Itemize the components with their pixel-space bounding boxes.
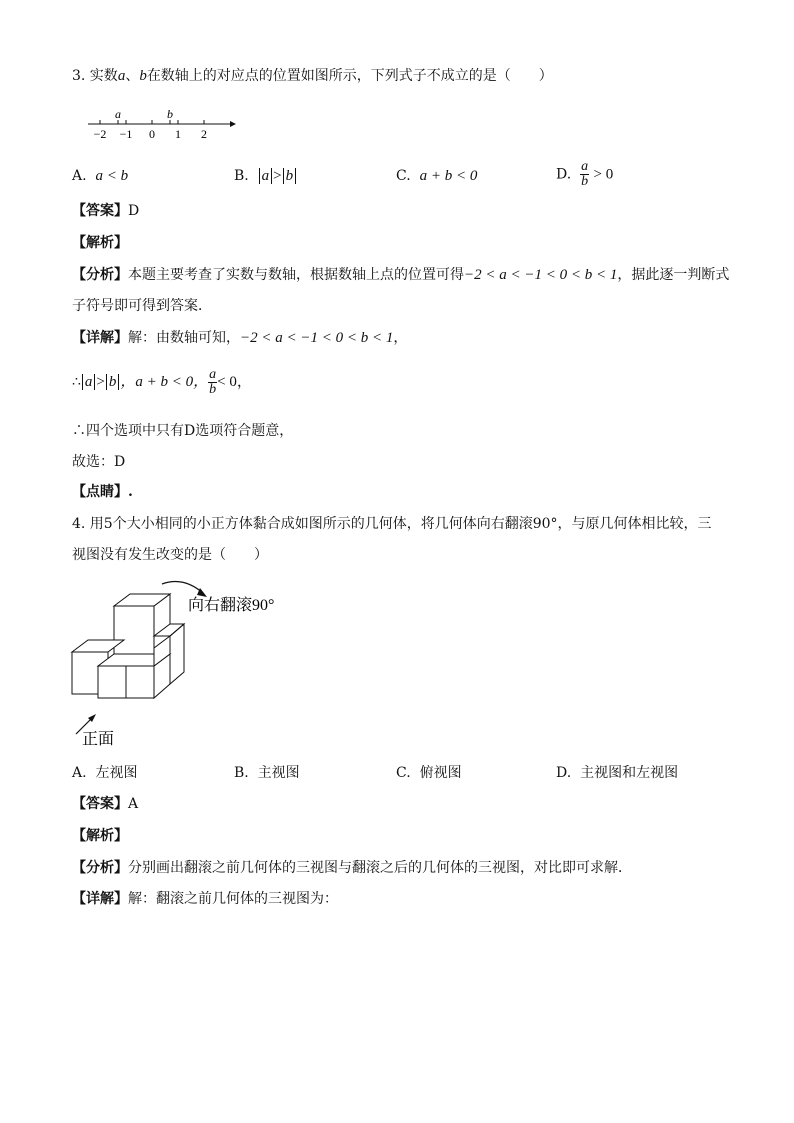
tick-label-1: 1 <box>175 127 181 141</box>
roll-arrow-icon <box>162 582 204 594</box>
q4-stem-line1: 4. 用5个大小相同的小正方体黏合成如图所示的几何体，将几何体向右翻滚90°，与原几何体相比较，三 <box>72 516 712 532</box>
q3-fenxi-line2: 子符号即可得到答案． <box>72 298 212 314</box>
q3-option-c: C. a + b < 0 <box>396 168 478 184</box>
q4-fenxi: 【分析】分别画出翻滚之前几何体的三视图与翻滚之后的几何体的三视图，对比即可求解． <box>72 860 632 876</box>
q3-comment: 【点睛】. <box>72 484 133 500</box>
q3-option-d: D. $\frac{a}{b}$ > 0 <box>556 159 614 189</box>
q3-option-a: A. a < b <box>72 168 129 184</box>
tick-label-neg2: −2 <box>93 127 107 141</box>
number-line-arrow <box>230 121 236 127</box>
q3-option-b: B. a > b <box>234 166 297 186</box>
front-label: 正面 <box>82 731 115 748</box>
point-b-label: b <box>167 107 173 121</box>
q4-option-b: B. 主视图 <box>234 765 300 781</box>
q4-detail: 【详解】解：翻滚之前几何体的三视图为： <box>72 891 338 907</box>
roll-label: 向右翻滚90° <box>188 597 275 614</box>
point-a-label: a <box>115 107 121 121</box>
q4-option-c: C. 俯视图 <box>396 765 462 781</box>
tick-label-2: 2 <box>201 127 207 141</box>
q3-option-d-fraction: $\frac{a}{b}$ <box>581 159 589 189</box>
q3-therefore-line1: ∴ a > b ，a + b < 0， $\frac{a}{b}$ < 0， <box>72 366 252 397</box>
tick-label-neg1: −1 <box>119 127 133 141</box>
q3-therefore-line2: ∴四个选项中只有D选项符合题意， <box>72 423 294 439</box>
q4-analysis-heading: 【解析】 <box>72 828 128 844</box>
cube-top-front-face <box>114 606 154 654</box>
q3-therefore-fraction: $\frac{a}{b}$ <box>209 366 217 397</box>
tick-label-0: 0 <box>149 127 155 141</box>
q3-analysis-heading: 【解析】 <box>72 235 128 251</box>
q3-choice: 故选：D <box>72 454 126 470</box>
q3-stem: 3. 实数a、b在数轴上的对应点的位置如图所示，下列式子不成立的是（ ） <box>72 68 553 84</box>
q4-option-a: A. 左视图 <box>72 765 138 781</box>
number-line-figure <box>84 106 244 142</box>
q4-answer: 【答案】A <box>72 796 139 812</box>
q4-option-d: D. 主视图和左视图 <box>556 765 679 781</box>
cube-figure <box>66 574 306 754</box>
q3-fenxi-line1: 【分析】本题主要考查了实数与数轴，根据数轴上点的位置可得−2 < a < −1 < 0 < b < 1，据此逐一判断式 <box>72 267 730 283</box>
q4-stem-line2: 视图没有发生改变的是（ ） <box>72 547 268 563</box>
q3-detail-line: 【详解】解：由数轴可知，−2 < a < −1 < 0 < b < 1， <box>72 330 408 346</box>
q3-answer: 【答案】D <box>72 203 140 219</box>
